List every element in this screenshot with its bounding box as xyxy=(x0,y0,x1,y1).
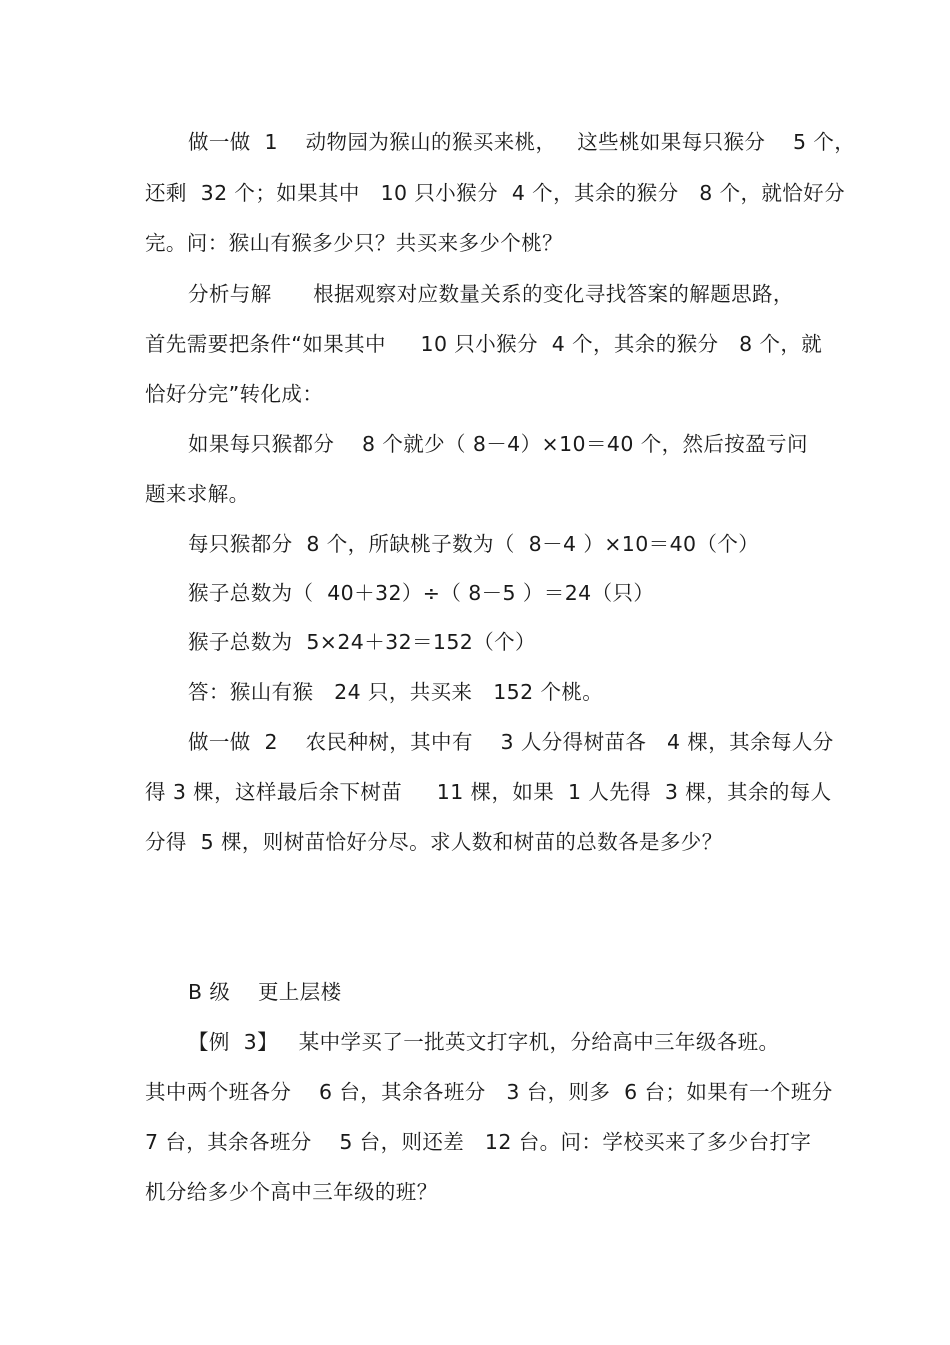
example3-line-4: 机分给多少个高中三年级的班？ xyxy=(145,1180,438,1204)
exercise2-line-2: 得 3 棵，这样最后余下树苗 11 棵，如果 1 人先得 3 棵，其余的每人 xyxy=(145,780,832,804)
example3-line-1: 【例 3】 某中学买了一批英文打字机，分给高中三年级各班。 xyxy=(188,1030,780,1054)
exercise1-line-1: 做一做 1 动物园为猴山的猴买来桃， 这些桃如果每只猴分 5 个， xyxy=(188,130,856,154)
example3-line-2: 其中两个班各分 6 台，其余各班分 3 台，则多 6 台；如果有一个班分 xyxy=(145,1080,833,1104)
analysis-line-3: 恰好分完”转化成： xyxy=(145,382,324,406)
analysis-line-1: 分析与解 根据观察对应数量关系的变化寻找答案的解题思路， xyxy=(188,282,794,306)
calculation-line-3: 猴子总数为 5×24＋32＝152（个） xyxy=(188,630,536,654)
analysis-line-5: 题来求解。 xyxy=(145,482,250,506)
analysis-line-4: 如果每只猴都分 8 个就少（ 8－4）×10＝40 个，然后按盈亏问 xyxy=(188,432,808,456)
exercise1-line-3: 完。问：猴山有猴多少只？共买来多少个桃？ xyxy=(145,231,563,255)
exercise2-line-3: 分得 5 棵，则树苗恰好分尽。求人数和树苗的总数各是多少？ xyxy=(145,830,723,854)
analysis-line-2: 首先需要把条件“如果其中 10 只小猴分 4 个，其余的猴分 8 个，就 xyxy=(145,332,823,356)
exercise1-line-2: 还剩 32 个；如果其中 10 只小猴分 4 个，其余的猴分 8 个，就恰好分 xyxy=(145,181,845,205)
section-heading: B 级 更上层楼 xyxy=(188,980,342,1004)
exercise2-line-1: 做一做 2 农民种树，其中有 3 人分得树苗各 4 棵，其余每人分 xyxy=(188,730,834,754)
calculation-line-2: 猴子总数为（ 40＋32）÷（ 8－5 ）＝24（只） xyxy=(188,581,655,605)
example3-line-3: 7 台，其余各班分 5 台，则还差 12 台。问：学校买来了多少台打字 xyxy=(145,1130,812,1154)
answer-line: 答：猴山有猴 24 只，共买来 152 个桃。 xyxy=(188,680,604,704)
calculation-line-1: 每只猴都分 8 个，所缺桃子数为（ 8－4 ）×10＝40（个） xyxy=(188,532,760,556)
